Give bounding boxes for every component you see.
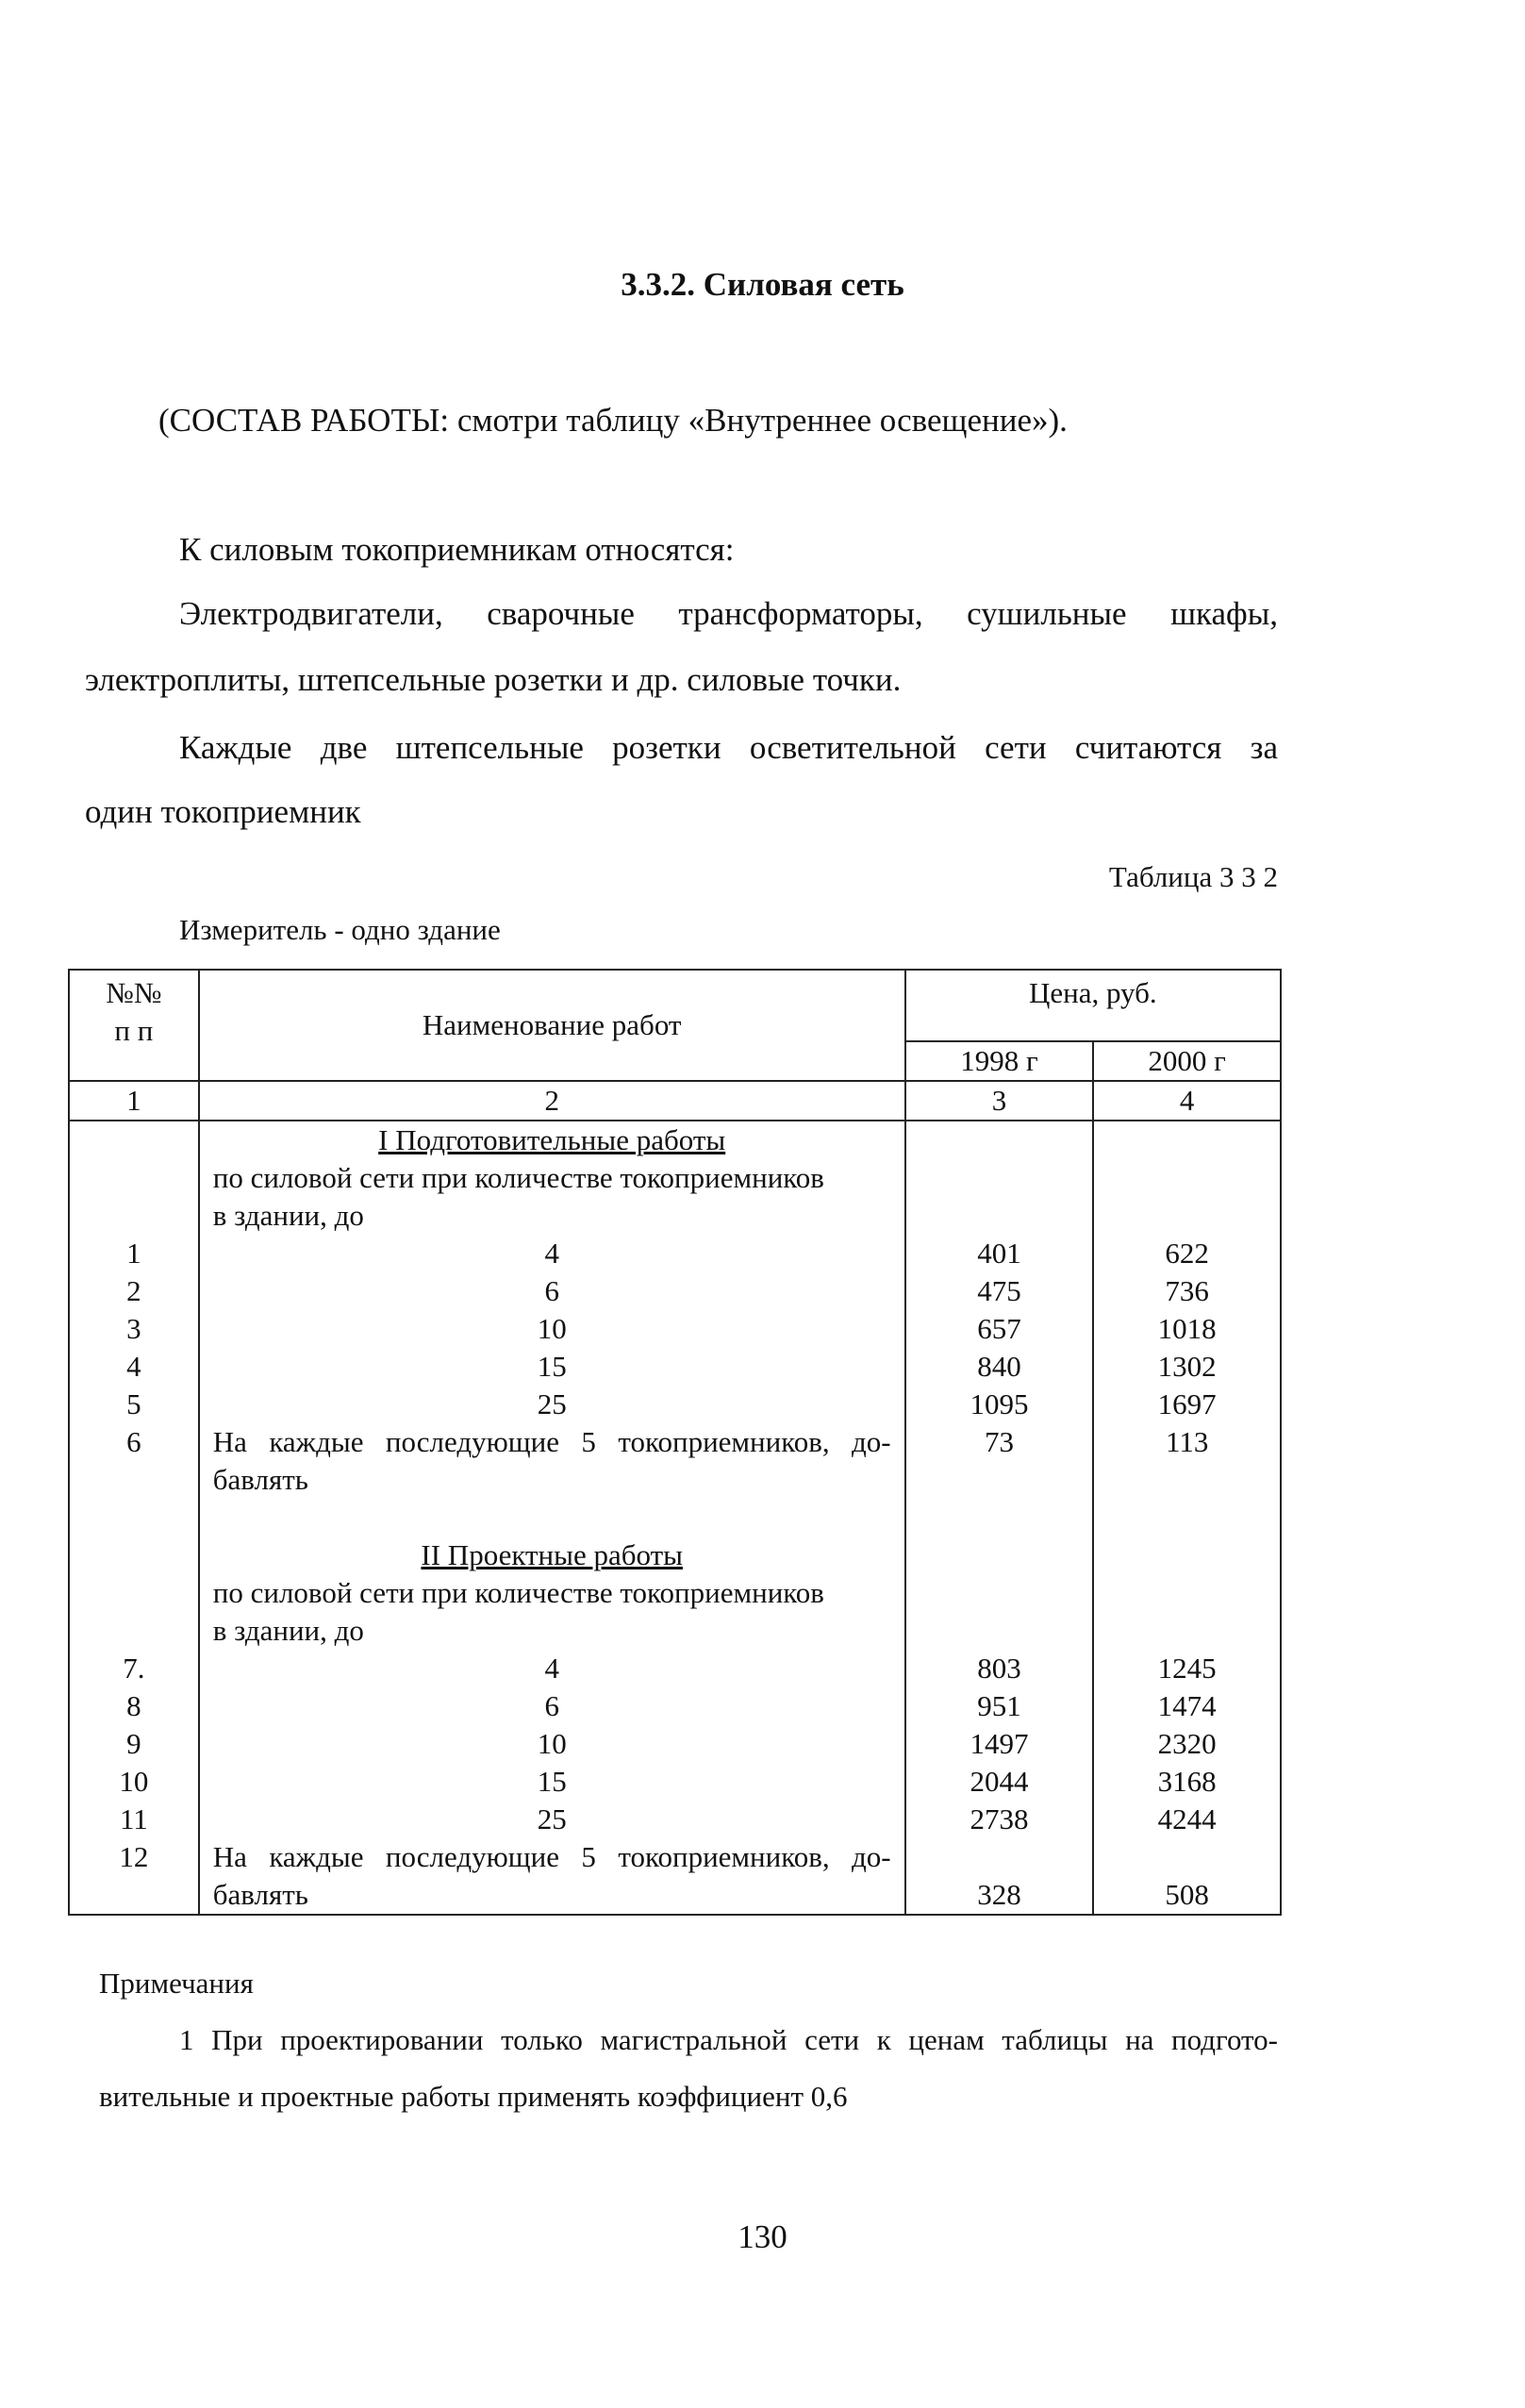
- table-row: 11 25 2738 4244: [69, 1801, 1281, 1838]
- header-2000: 2000 г: [1093, 1041, 1281, 1081]
- sockets-note-line1: Каждые две штепсельные розетки осветительной сети считаются за: [179, 729, 1278, 766]
- section-desc: в здании, до: [212, 1614, 364, 1647]
- table-row: 2 6 475 736: [69, 1272, 1281, 1310]
- col-number: 1: [69, 1081, 199, 1121]
- note-1-line2: вительные и проектные работы применять коэффициент 0,6: [99, 2080, 848, 2113]
- table-caption: Таблица 3 3 2: [1108, 860, 1278, 893]
- section-title: I Подготовительные работы: [378, 1123, 726, 1156]
- header-1998: 1998 г: [905, 1041, 1094, 1081]
- section-header-row: [69, 1536, 1281, 1650]
- table-row: 6 На каждые последующие 5 токоприемников, до- бавлять 73 113: [69, 1423, 1281, 1499]
- consumers-lead: К силовым токоприемникам относятся:: [179, 531, 735, 568]
- price-table: [68, 969, 1282, 1916]
- table-row: 4 15 840 1302: [69, 1348, 1281, 1386]
- table-row: 12 На каждые последующие 5 токоприемников, до- бавлять 328 508: [69, 1838, 1281, 1915]
- section-header-row: [69, 1121, 1281, 1235]
- table-row: 7. 4 803 1245: [69, 1650, 1281, 1687]
- header-name: Наименование работ: [199, 970, 905, 1081]
- table-row: 9 10 1497 2320: [69, 1725, 1281, 1763]
- table-row: 8 6 951 1474: [69, 1687, 1281, 1725]
- table-row: 10 15 2044 3168: [69, 1763, 1281, 1801]
- table-measure: Измеритель - одно здание: [179, 913, 501, 946]
- consumers-list-line1: Электродвигатели, сварочные трансформаторы, сушильные шкафы,: [179, 595, 1278, 632]
- section-desc: по силовой сети при количестве токоприемников: [212, 1576, 824, 1609]
- header-price: Цена, руб.: [905, 970, 1281, 1041]
- header-num: №№ п п: [69, 970, 199, 1081]
- col-number: 2: [199, 1081, 905, 1121]
- page-number: 130: [738, 2218, 787, 2255]
- section-desc: по силовой сети при количестве токоприемников: [212, 1161, 824, 1194]
- section-title: II Проектные работы: [421, 1538, 683, 1571]
- col-number: 3: [905, 1081, 1094, 1121]
- consumers-list-line2: электроплиты, штепсельные розетки и др. силовые точки.: [85, 661, 902, 698]
- section-heading: 3.3.2. Силовая сеть: [621, 266, 904, 303]
- table-row: 5 25 1095 1697: [69, 1386, 1281, 1423]
- notes-title: Примечания: [99, 1967, 254, 2000]
- sockets-note-line2: один токоприемник: [85, 793, 361, 830]
- composition-note: (СОСТАВ РАБОТЫ: смотри таблицу «Внутреннее освещение»).: [158, 402, 1068, 439]
- table-row: 3 10 657 1018: [69, 1310, 1281, 1348]
- table-row: 1 4 401 622: [69, 1235, 1281, 1272]
- section-desc: в здании, до: [212, 1199, 364, 1232]
- note-1-line1: 1 При проектировании только магистральной сети к ценам таблицы на подгото-: [179, 2023, 1278, 2056]
- col-number: 4: [1093, 1081, 1281, 1121]
